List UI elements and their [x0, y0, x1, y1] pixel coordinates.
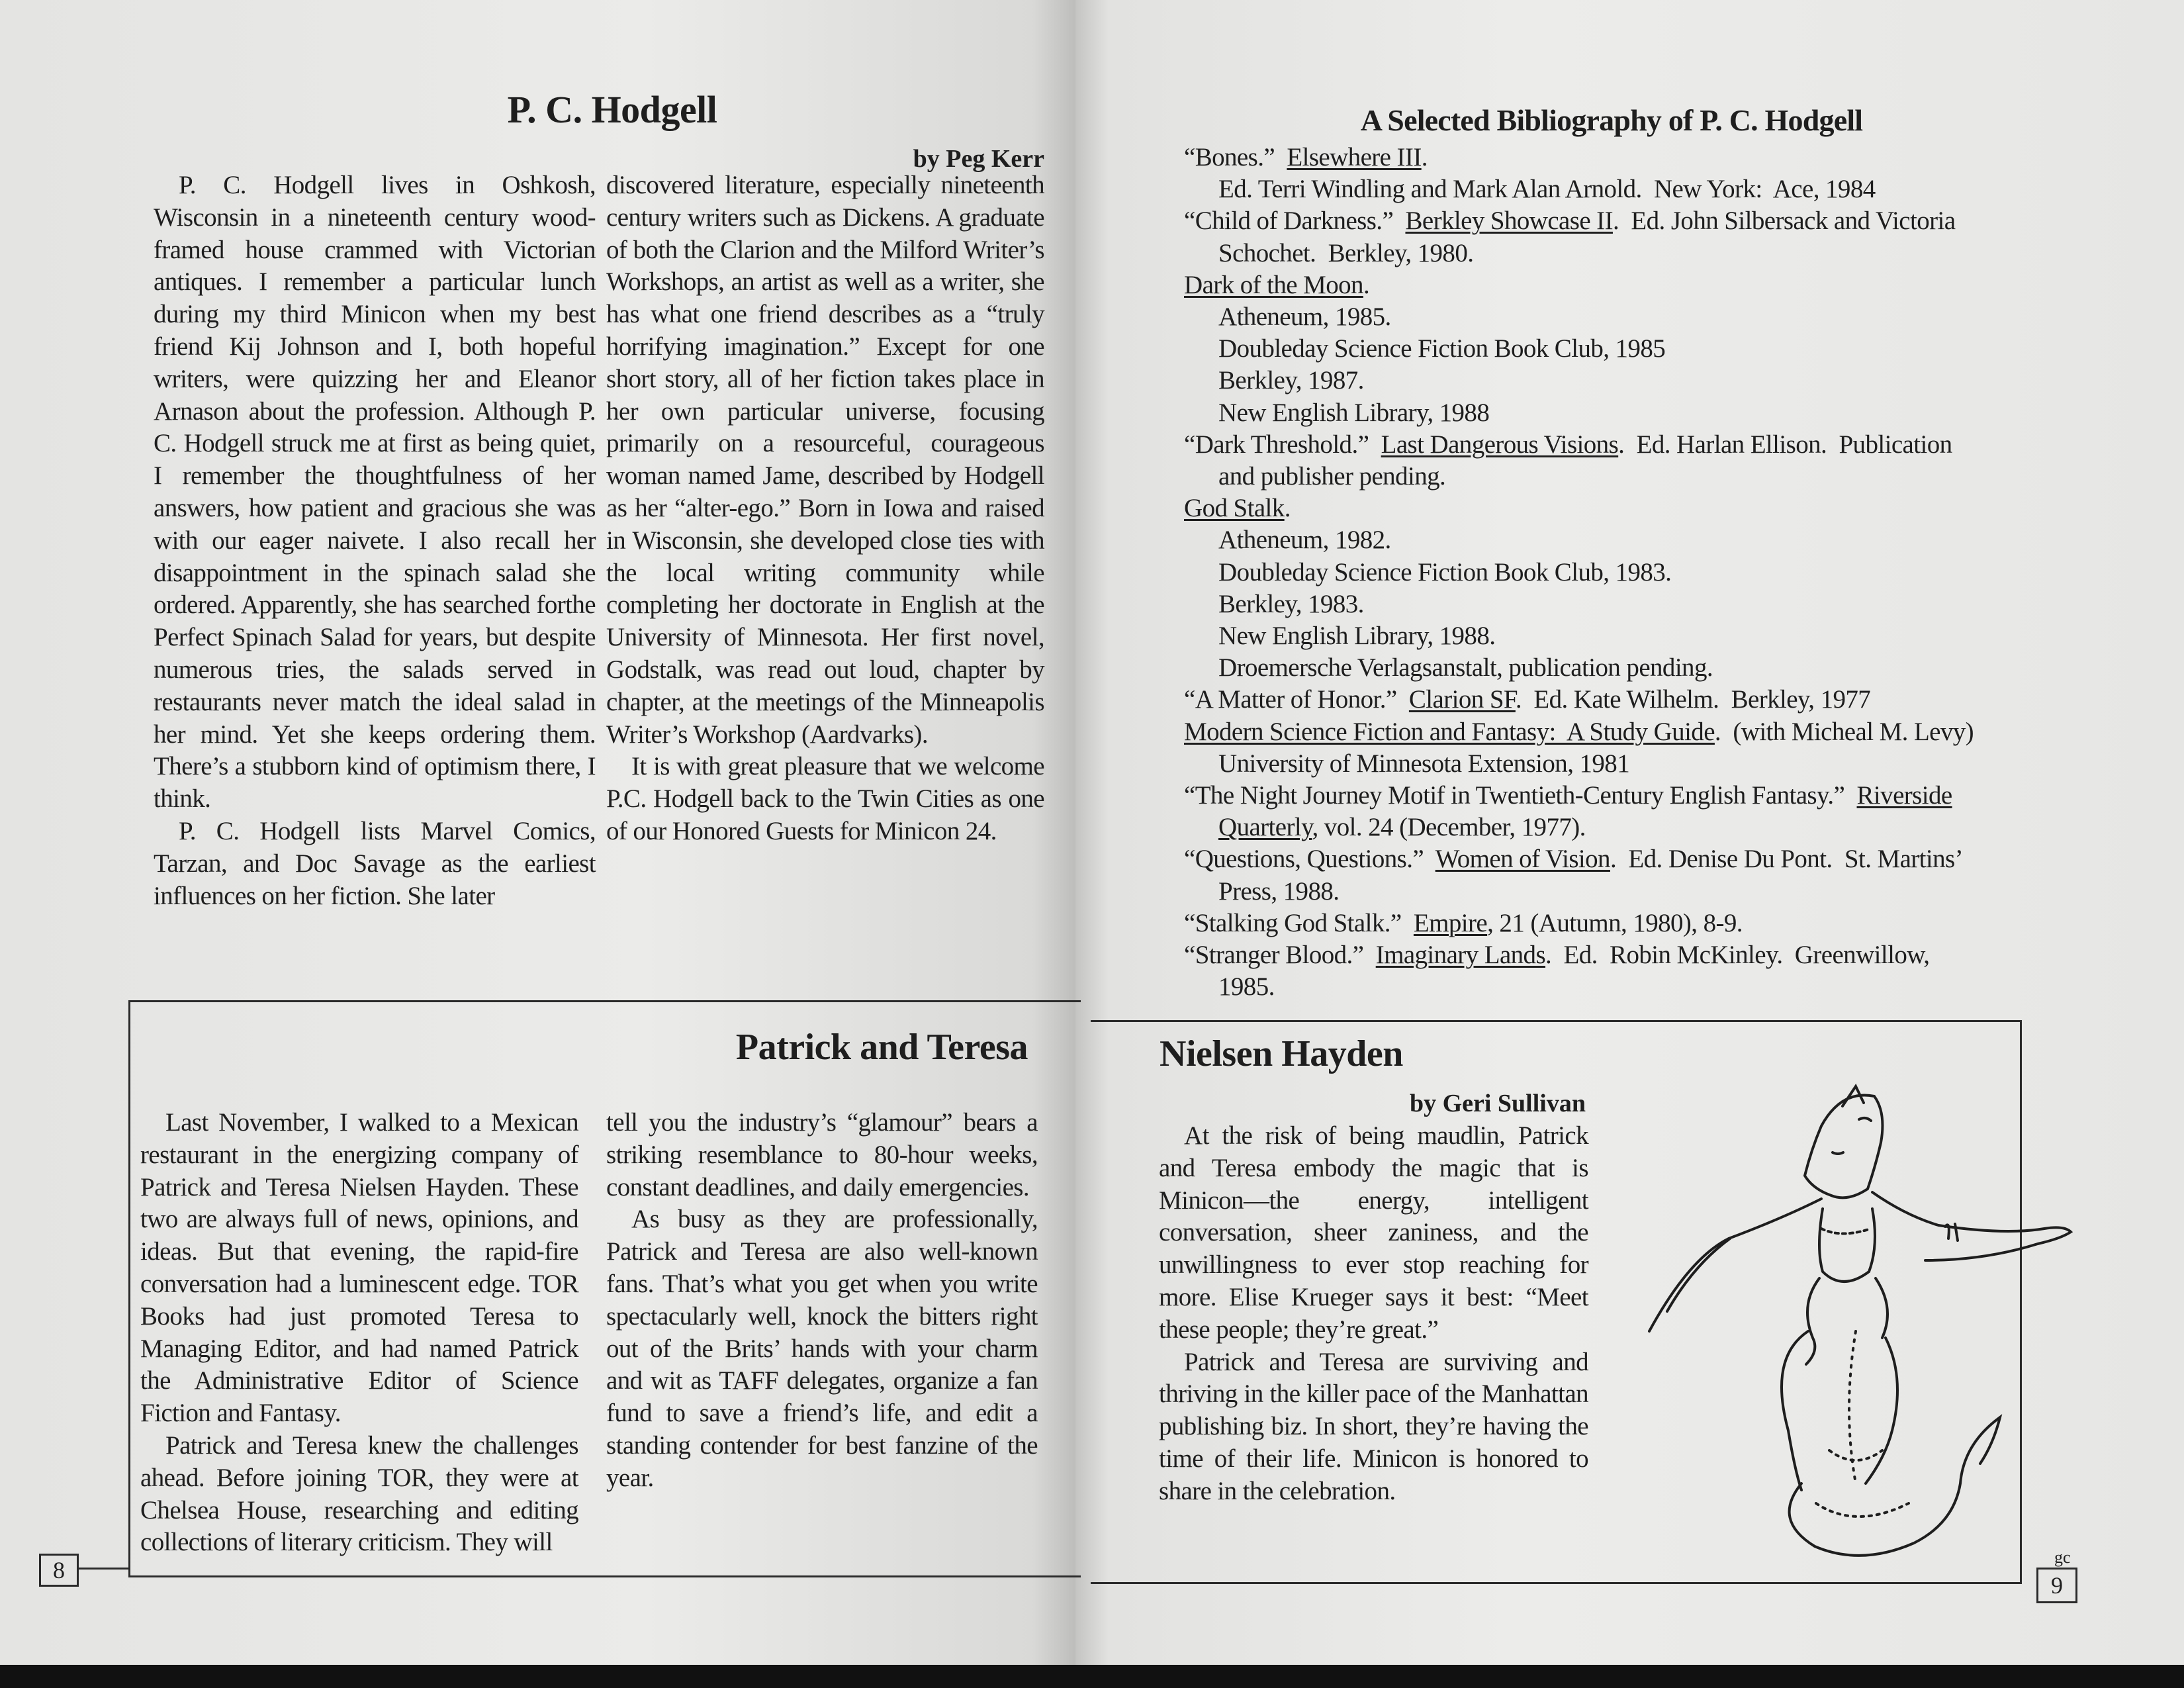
bibliography-line	[1184, 557, 2031, 588]
paragraph: P. C. Hodgell lives in Oshkosh, Wisconsin in a nineteenth century wood-framed house crammed with Victorian antiques. I remember a particular lunch during my third Minicon when my best friend Kij Johnson and I, both hopeful writers, were quizzing her and Eleanor Arnason about the profession. Although P. C. Hodgell struck me at first as being quiet, I remember the thoughtfulness of her answers, how patient and gracious she was with our eager naivete. I also recall her disappointment in the spinach salad she ordered. Apparently, she has searched forthe Perfect Spinach Salad for years, but despite numerous tries, the salads served in restaurants never match the ideal salad in her mind. Yet she keeps ordering them. There’s a stubborn kind of optimism there, I think.	[154, 171, 596, 814]
publication-title: Quarterly	[1218, 813, 1312, 842]
citation-text: University of Minnesota Extension, 1981	[1218, 749, 1630, 778]
paragraph: As busy as they are professionally, Patrick and Teresa are also well-known fans. That’s what you get when you write spectacularly well, knock the bitters right out of the Brits’ hands with your charm and wit as TAFF delegates, organize a fan fund to save a friend’s life, and edit a standing contender for best fanzine of the year.	[606, 1205, 1038, 1492]
box-title: Patrick and Teresa	[735, 1027, 1028, 1068]
box-column-2	[606, 1107, 1038, 1495]
citation-text: “Child of Darkness.”	[1184, 207, 1406, 236]
bibliography-line	[1184, 843, 2031, 875]
box-title: Nielsen Hayden	[1160, 1033, 1403, 1074]
citation-text: Schochet. Berkley, 1980.	[1218, 238, 1474, 267]
citation-text: “Questions, Questions.”	[1184, 845, 1435, 874]
bibliography-line	[1184, 365, 2031, 397]
bibliography-line	[1184, 397, 2031, 429]
citation-text: .	[1363, 270, 1370, 299]
bibliography-line	[1184, 876, 2031, 908]
article-column-2	[606, 169, 1044, 848]
publication-title: Women of Vision	[1435, 845, 1610, 874]
citation-text: . Ed. Harlan Ellison. Publication	[1618, 430, 1952, 459]
bibliography-line	[1184, 238, 2031, 269]
citation-text: “Stalking God Stalk.”	[1184, 908, 1414, 937]
citation-text: Ed. Terri Windling and Mark Alan Arnold. New York: Ace, 1984	[1218, 175, 1876, 204]
bibliography-line	[1184, 908, 2031, 939]
bibliography-line	[1184, 269, 2031, 301]
paragraph: P. C. Hodgell lists Marvel Comics, Tarzan, and Doc Savage as the earliest influences on her fiction. She later	[154, 816, 596, 910]
citation-text: “A Matter of Honor.”	[1184, 685, 1409, 714]
citation-text: . Ed. John Silbersack and Victoria	[1612, 207, 1956, 236]
divider	[77, 1568, 130, 1570]
citation-text: . Ed. Kate Wilhelm. Berkley, 1977	[1515, 685, 1871, 714]
citation-text: Atheneum, 1985.	[1218, 303, 1391, 332]
citation-text: Doubleday Science Fiction Book Club, 1983.	[1218, 557, 1672, 586]
paragraph: It is with great pleasure that we welcome P.C. Hodgell back to the Twin Cities as one of our Honored Guests for Minicon 24.	[606, 752, 1044, 845]
paragraph: At the risk of being maudlin, Patrick and Teresa embody the magic that is Minicon—the energy, intelligent conversation, sheer zaniness, and the unwillingness to ever stop reaching for more. Elise Krueger says it best: “Meet these people; they’re great.”	[1159, 1121, 1588, 1344]
publication-title: God Stalk	[1184, 494, 1285, 523]
publication-title: Dark of the Moon	[1184, 270, 1363, 299]
article-title: P. C. Hodgell	[507, 88, 717, 131]
paragraph: Last November, I walked to a Mexican restaurant in the energizing company of Patrick and Teresa Nielsen Hayden. These two are always full of news, opinions, and ideas. But that evening, the rapid-fire conversation had a luminescent edge. TOR Books had just promoted Teresa to Managing Editor, and had named Patrick the Administrative Editor of Science Fiction and Fantasy.	[140, 1108, 578, 1428]
paragraph: Patrick and Teresa are surviving and thriving in the killer pace of the Manhattan publishing biz. In short, they’re having the time of their life. Minicon is honored to share in the celebration.	[1159, 1347, 1588, 1505]
bibliography-list	[1184, 142, 2031, 1003]
bibliography-line	[1184, 812, 2031, 843]
bibliography-line	[1184, 333, 2031, 365]
publication-title: Imaginary Lands	[1375, 941, 1546, 970]
citation-text: Berkley, 1987.	[1218, 366, 1364, 395]
citation-text: .	[1284, 494, 1291, 523]
page-number: 9	[2036, 1568, 2077, 1603]
citation-text: New English Library, 1988.	[1218, 622, 1496, 651]
citation-text: “Stranger Blood.”	[1184, 941, 1376, 970]
citation-text: . Ed. Robin McKinley. Greenwillow,	[1545, 941, 1930, 970]
bibliography-line	[1184, 620, 2031, 652]
bibliography-line	[1184, 429, 2031, 461]
box-column	[1159, 1120, 1588, 1508]
bibliography-line	[1184, 142, 2031, 173]
bibliography-line	[1184, 301, 2031, 333]
citation-text: .	[1421, 143, 1428, 171]
publication-title: Last Dangerous Visions	[1381, 430, 1619, 459]
publication-title: Riverside	[1856, 781, 1952, 810]
article-byline: by Peg Kerr	[913, 145, 1044, 173]
box-column-1	[140, 1107, 578, 1559]
citation-text: New English Library, 1988	[1218, 398, 1490, 427]
bibliography-line	[1184, 205, 2031, 237]
citation-text: “Bones.”	[1184, 143, 1287, 171]
citation-text: , 21 (Autumn, 1980), 8-9.	[1487, 908, 1743, 937]
citation-text: 1985.	[1218, 972, 1275, 1002]
paragraph: discovered literature, especially nineteenth century writers such as Dickens. A graduate of both the Clarion and the Milford Writer’s Workshops, an artist as well as a writer, she has what one friend describes as a “truly horrifying imagination.” Except for one short story, all of her fiction takes place in her own particular universe, focusing primarily on a resourceful, courageous woman named Jame, described by Hodgell as her “alter-ego.” Born in Iowa and raised in Wisconsin, she developed close ties with the local writing community while completing her doctorate in English at the University of Minnesota. Her first novel, Godstalk, was read out loud, chapter by chapter, at the meetings of the Minneapolis Writer’s Workshop (Aardvarks).	[606, 171, 1044, 749]
paragraph: Patrick and Teresa knew the challenges ahead. Before joining TOR, they were at Chelsea House, researching and editing collections of literary criticism. They will	[140, 1430, 578, 1557]
citation-text: . (with Micheal M. Levy)	[1714, 717, 1974, 746]
bibliography-line	[1184, 461, 2031, 492]
publication-title: Berkley Showcase II	[1405, 207, 1613, 236]
citation-text: Doubleday Science Fiction Book Club, 1985	[1218, 334, 1666, 363]
citation-text: Press, 1988.	[1218, 876, 1340, 906]
publication-title: Modern Science Fiction and Fantasy: A Study Guide	[1184, 717, 1715, 746]
bibliography-title: A Selected Bibliography of P. C. Hodgell	[1360, 103, 1863, 137]
page-number: 8	[39, 1554, 79, 1587]
box-byline: by Geri Sullivan	[1409, 1090, 1586, 1117]
publication-title: Clarion SF	[1408, 685, 1516, 714]
bibliography-line	[1184, 524, 2031, 556]
bibliography-line	[1184, 173, 2031, 205]
bibliography-line	[1184, 780, 2031, 812]
citation-text: “Dark Threshold.”	[1184, 430, 1381, 459]
citation-text: Atheneum, 1982.	[1218, 526, 1391, 555]
bibliography-line	[1184, 684, 2031, 716]
bibliography-line	[1184, 652, 2031, 684]
bibliography-line	[1184, 716, 2031, 748]
publication-title: Elsewhere III	[1287, 143, 1422, 171]
bibliography-line	[1184, 971, 2031, 1003]
citation-text: “The Night Journey Motif in Twentieth-Century English Fantasy.”	[1184, 781, 1857, 810]
citation-text: , vol. 24 (December, 1977).	[1312, 813, 1586, 842]
bibliography-line	[1184, 939, 2031, 971]
bibliography-line	[1184, 492, 2031, 524]
illustration-signature: gc	[2054, 1548, 2071, 1567]
publication-title: Empire	[1413, 908, 1488, 937]
dragon-dancer-illustration	[1644, 1080, 2094, 1570]
bibliography-line	[1184, 748, 2031, 780]
scan-edge	[0, 1665, 2184, 1688]
citation-text: and publisher pending.	[1218, 462, 1446, 491]
citation-text: . Ed. Denise Du Pont. St. Martins’	[1610, 845, 1964, 874]
citation-text: Berkley, 1983.	[1218, 589, 1364, 618]
citation-text: Droemersche Verlagsanstalt, publication pending.	[1218, 653, 1713, 682]
article-column-1	[154, 169, 596, 912]
bibliography-line	[1184, 588, 2031, 620]
paragraph: tell you the industry’s “glamour” bears a striking resemblance to 80-hour weeks, constant deadlines, and daily emergencies.	[606, 1108, 1038, 1201]
